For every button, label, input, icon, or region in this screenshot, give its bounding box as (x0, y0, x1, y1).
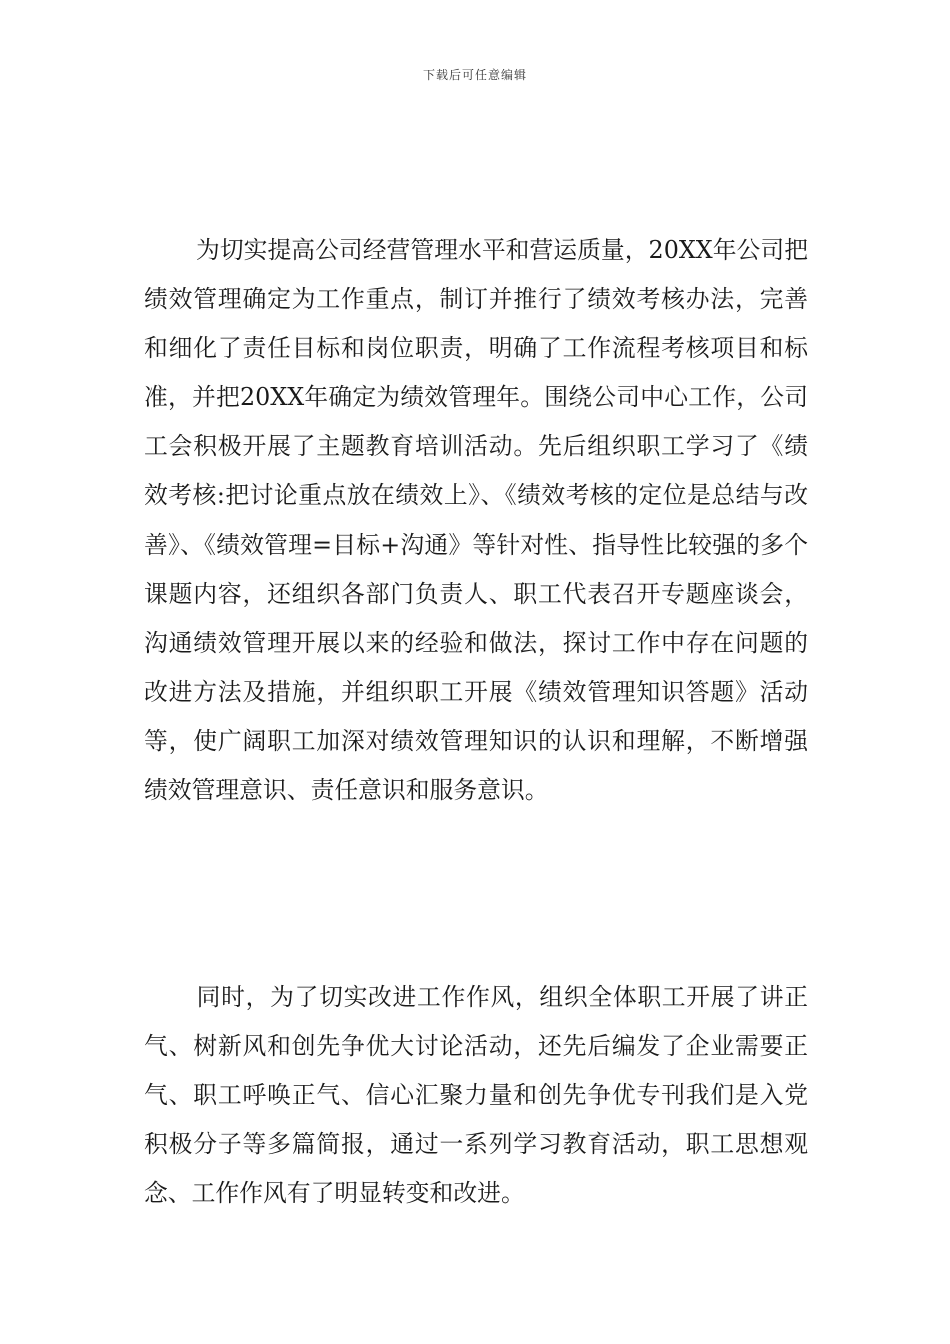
paragraph-1-text: 为切实提高公司经营管理水平和营运质量，20XX年公司把绩效管理确定为工作重点，制订并推行了绩效考核办法，完善和细化了责任目标和岗位职责，明确了工作流程考核项目和标准，并把20XX年确定为绩效管理年。围绕公司中心工作，公司工会积极开展了主题教育培训活动。先后组织职工学习了《绩效考核:把讨论重点放在绩效上》、《绩效考核的定位是总结与改善》、《绩效管理=目标+沟通》等针对性、指导性比较强的多个课题内容，还组织各部门负责人、职工代表召开专题座谈会，沟通绩效管理开展以来的经验和做法，探讨工作中存在问题的改进方法及措施，并组织职工开展《绩效管理知识答题》活动等，使广阔职工加深对绩效管理知识的认识和理解，不断增强绩效管理意识、责任意识和服务意识。 (144, 236, 808, 805)
paragraph-2 (144, 973, 808, 1218)
paragraph-1 (144, 226, 808, 815)
page-header: 下载后可任意编辑 (422, 68, 527, 82)
paragraph-2-text: 同时，为了切实改进工作作风，组织全体职工开展了讲正气、树新风和创先争优大讨论活动，还先后编发了企业需要正气、职工呼唤正气、信心汇聚力量和创先争优专刊我们是入党积极分子等多篇简报，通过一系列学习教育活动，职工思想观念、工作作风有了明显转变和改进。 (144, 983, 808, 1208)
